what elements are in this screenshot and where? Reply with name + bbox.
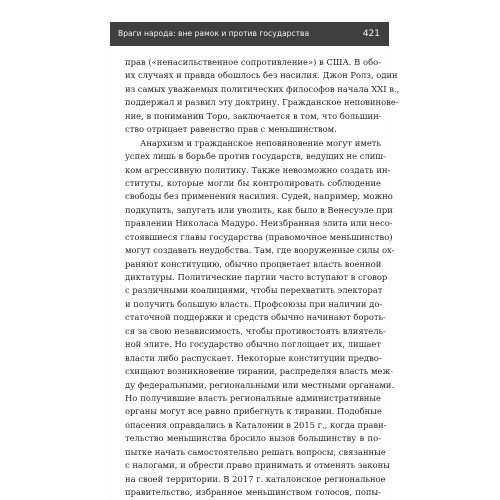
text-line: схищают возникновение тирании, распределяя власть меж-: [125, 366, 393, 377]
text-line: ся за свою независимость, чтобы противостоять влиятель-: [125, 325, 386, 336]
text-line: из самых уважаемых политических философов начала XXI в.,: [125, 83, 400, 94]
text-line: ние, в понимании Торо, заключается в том, что большин-: [125, 110, 382, 121]
text-line: стоявшиеся главы государства (правомочное меньшинство): [125, 231, 393, 242]
text-line: ком агрессивную политику. Также невозможно создать ин-: [125, 164, 391, 175]
running-header: [110, 22, 389, 46]
text-line: и получить большую власть. Профсоюзы при наличии до-: [125, 298, 383, 309]
text-line: органы могут все равно прибегнуть к тирании. Подобные: [125, 406, 382, 417]
text-line: поддержал и развил эту доктрину. Гражданское неповинове-: [125, 97, 399, 108]
text-line: диктатуры. Политические партии часто вступают в сговор: [125, 272, 388, 282]
text-line: с налогами, и обрести право принимать и отменять законы: [125, 460, 390, 471]
text-line: власти либо распускает. Некоторые конституции предво-: [125, 352, 382, 363]
text-line: Анархизм и гражданское неповиновение могут иметь: [140, 137, 381, 148]
text-line: успех лишь в борьбе против государств, ведущих не слиш-: [125, 151, 386, 162]
text-line: ной элите. Но государство обычно поглощает их, лишает: [125, 339, 381, 350]
text-line: правительство, избранное меньшинством голосов, попы-: [125, 487, 381, 497]
text-line: ство отрицает равенство прав с меньшинством.: [125, 124, 337, 135]
text-line: подкупить, запугать или уволить, как было в Венесуэле при: [125, 204, 393, 215]
page-number: 421: [362, 29, 380, 39]
text-line: ду федеральными, региональными или местными органами.: [125, 379, 395, 390]
text-line: тельство меньшинства бросило вызов большинству в по-: [125, 433, 381, 444]
text-line: пытке начать самостоятельно решать вопросы, связанные: [125, 446, 386, 457]
text-line: прав («ненасильственное сопротивление») в США. В обо-: [125, 57, 381, 67]
body-text: [125, 56, 400, 499]
text-line: Но получившие власть региональные административные: [125, 392, 381, 403]
text-line: свободы без применения насилия. Судей, например, можно: [125, 191, 393, 202]
text-line: статочной поддержки и средств обычно начинают бороть-: [125, 312, 386, 323]
running-title: Враги народа: вне рамок и против государства: [118, 29, 310, 38]
text-line: раняют конституцию, обычно процветает власть военной: [125, 258, 382, 269]
book-page: [110, 22, 400, 500]
text-line: опасения оправдались в Каталонии в 2015 г., когда прави-: [125, 419, 387, 430]
text-line: их случаях и правда обошлось без насилия. Джон Ролз, один: [125, 70, 398, 81]
text-line: правлении Николаса Мадуро. Неизбранная элита или несо-: [125, 218, 393, 229]
text-line: с различными коалициями, чтобы перехватить электорат: [125, 285, 383, 296]
text-line: на своей территории. В 2017 г. каталонское региональное: [125, 473, 386, 484]
text-line: ституты, которые могли бы контролировать соблюдение: [125, 177, 381, 188]
text-line: могут создавать неудобства. Там, где вооруженные силы ох-: [125, 245, 395, 256]
